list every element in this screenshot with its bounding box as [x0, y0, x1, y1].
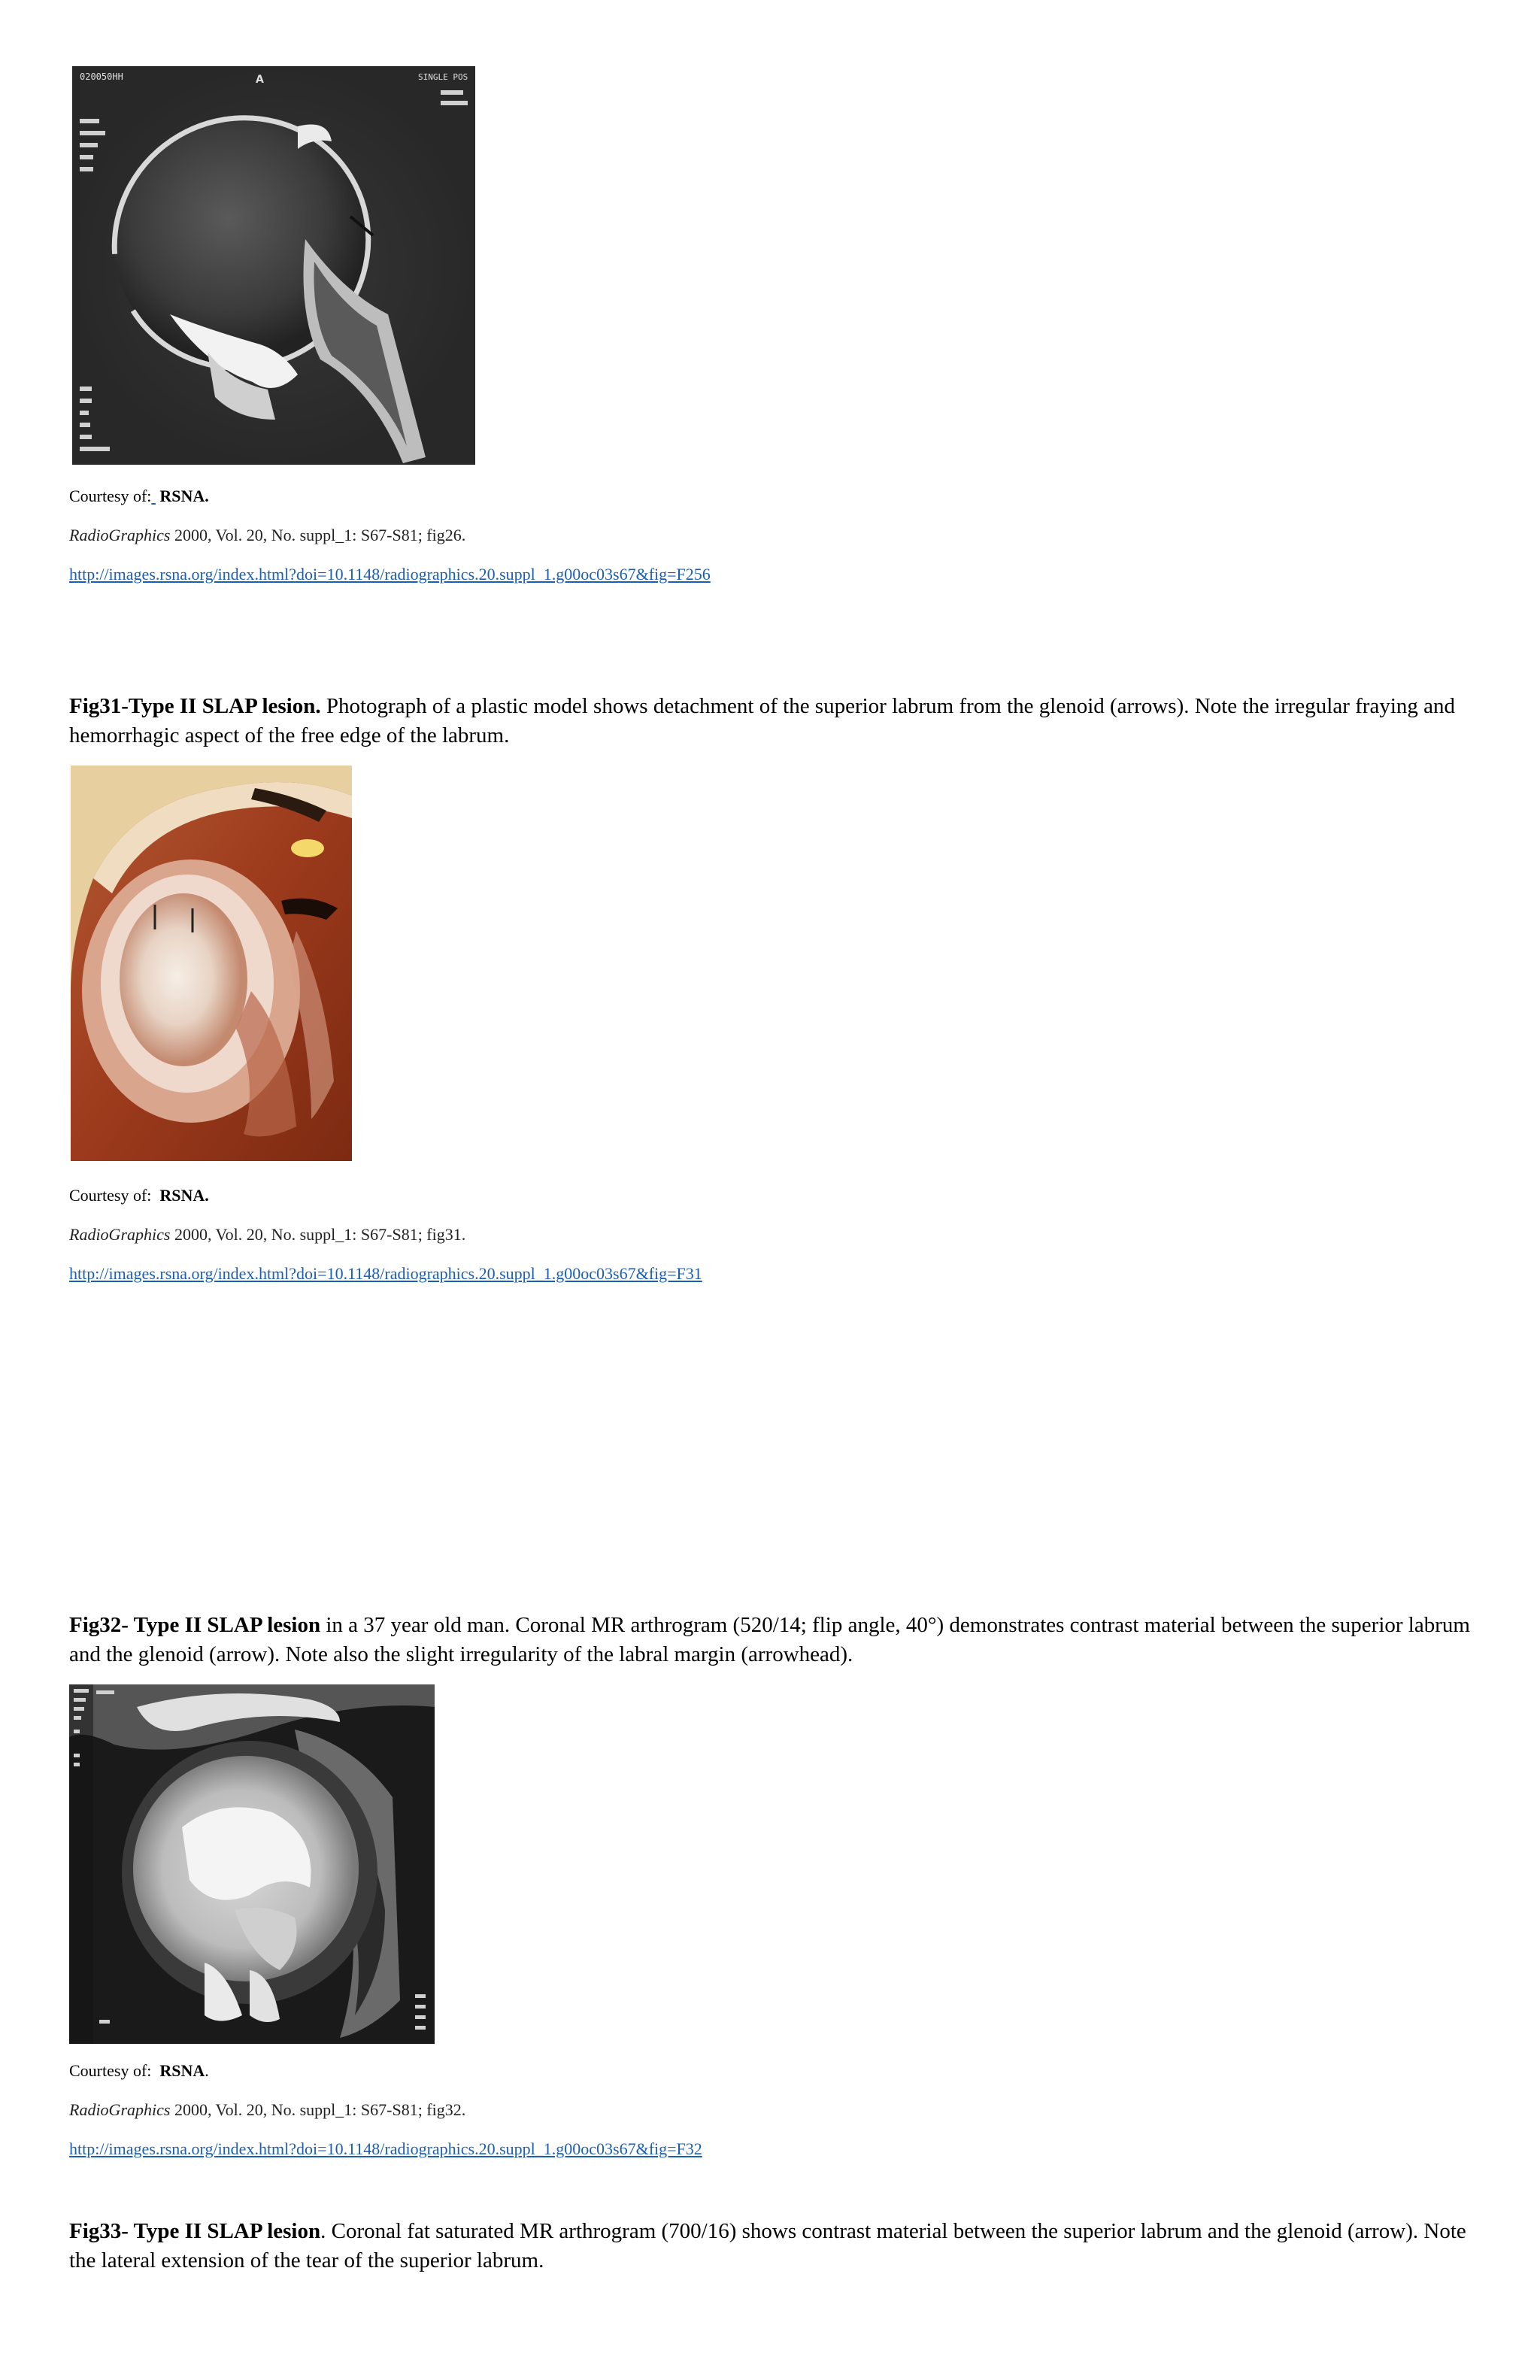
fig26-overlay-right: SINGLE POS — [418, 72, 468, 82]
fig31-plastic-model-photo — [71, 766, 352, 1161]
fig26-image — [72, 66, 475, 465]
fig32-journal-name: RadioGraphics — [69, 2100, 171, 2119]
fig26-courtesy — [69, 486, 209, 507]
fig32-courtesy-source: RSNA — [159, 2061, 205, 2080]
fig32-journal — [69, 2100, 465, 2121]
fig31-courtesy-source: RSNA. — [159, 1186, 209, 1205]
fig26-overlay-left: 020050HH — [80, 71, 123, 82]
fig33-caption-text: . Coronal fat saturated MR arthrogram (700/16) shows contrast material between the superior labrum and the glenoid (arrow). Note the lateral extension of the tear of the superior labrum. — [69, 2219, 1466, 2272]
fig31-caption-title: Fig31-Type II SLAP lesion. — [69, 694, 321, 718]
fig26-journal-name: RadioGraphics — [69, 526, 171, 544]
fig32-journal-ref: 2000, Vol. 20, No. suppl_1: S67-S81; fig32. — [174, 2100, 466, 2119]
fig26-orientation-marker: A — [256, 74, 264, 86]
fig31-url-link[interactable]: http://images.rsna.org/index.html?doi=10.1148/radiographics.20.suppl_1.g00oc03s67&fig=F31 — [69, 1264, 702, 1283]
fig32-courtesy-suffix: . — [205, 2061, 209, 2080]
fig32-image — [69, 1684, 435, 2044]
fig31-courtesy-prefix: Courtesy of: — [69, 1186, 152, 1205]
fig26-journal — [69, 525, 465, 546]
fig26-courtesy-link-gap[interactable] — [151, 487, 156, 505]
fig32-caption-title: Fig32- Type II SLAP lesion — [69, 1613, 321, 1637]
fig26-courtesy-source: RSNA. — [159, 487, 209, 505]
fig32-url-link[interactable]: http://images.rsna.org/index.html?doi=10.1148/radiographics.20.suppl_1.g00oc03s67&fig=F32 — [69, 2139, 702, 2158]
fig32-caption-text: in a 37 year old man. Coronal MR arthrogram (520/14; flip angle, 40°) demonstrates contrast material between the superior labrum and the glenoid (arrow). Note also the slight irregularity of the labral margin (arrowhead). — [69, 1613, 1470, 1666]
fig32-mr-arthrogram — [69, 1684, 435, 2044]
fig31-journal-ref: 2000, Vol. 20, No. suppl_1: S67-S81; fig31. — [174, 1225, 466, 1244]
fig33-caption-title: Fig33- Type II SLAP lesion — [69, 2219, 321, 2243]
fig32-caption — [69, 1611, 1483, 1669]
fig31-caption-text: Photograph of a plastic model shows detachment of the superior labrum from the glenoid (arrows). Note the irregular fraying and hemorrhagic aspect of the free edge of the labrum. — [69, 694, 1455, 747]
fig31-caption — [69, 692, 1483, 750]
fig26-journal-ref: 2000, Vol. 20, No. suppl_1: S67-S81; fig26. — [174, 526, 466, 544]
fig31-journal-name: RadioGraphics — [69, 1225, 171, 1244]
fig31-journal — [69, 1224, 465, 1245]
fig31-image — [71, 766, 352, 1161]
fig26-url-link[interactable]: http://images.rsna.org/index.html?doi=10.1148/radiographics.20.suppl_1.g00oc03s67&fig=F256 — [69, 565, 711, 584]
fig33-caption — [69, 2217, 1483, 2275]
fig32-courtesy-prefix: Courtesy of: — [69, 2061, 152, 2080]
fig32-courtesy — [69, 2060, 209, 2081]
fig26-ct-scan — [72, 66, 475, 465]
fig26-courtesy-prefix: Courtesy of: — [69, 487, 152, 505]
fig31-courtesy — [69, 1185, 209, 1206]
